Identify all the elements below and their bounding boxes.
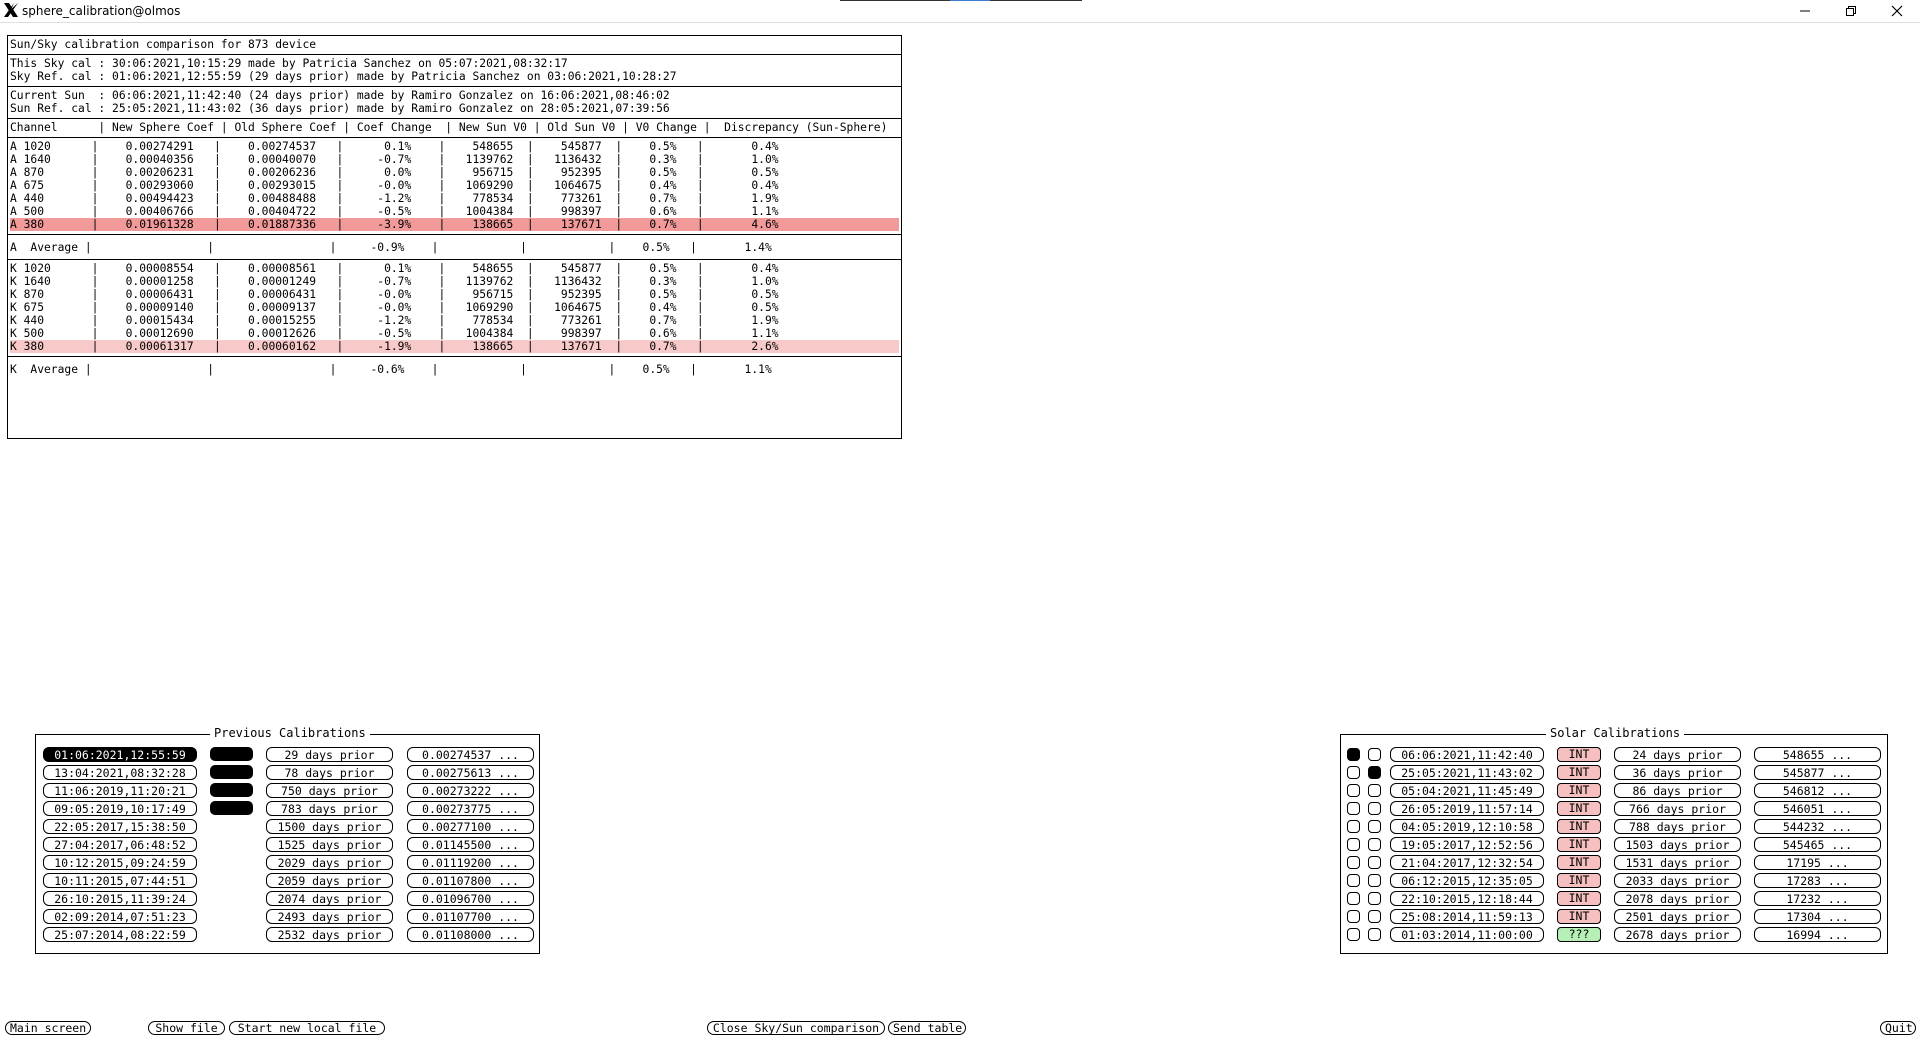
minimize-button[interactable] [1782, 0, 1828, 22]
table-row: K 440 | 0.00015434 | 0.00015255 | -1.2% | 778534 | 773261 | 0.7% | 1.9% [10, 314, 779, 327]
title-decor-mid [950, 0, 990, 1]
current-sun-checkbox[interactable] [1347, 892, 1360, 905]
previous-calibration-coef[interactable]: 0.01145500 ... [407, 837, 534, 852]
current-sun-checkbox[interactable] [1347, 748, 1360, 761]
solar-calibration-v0[interactable]: 545877 ... [1754, 765, 1881, 780]
reference-sun-checkbox[interactable] [1368, 748, 1381, 761]
solar-calibration-prior[interactable]: 788 days prior [1614, 819, 1741, 834]
previous-calibration-coef[interactable]: 0.00273775 ... [407, 801, 534, 816]
sun-info-line: Sun Ref. cal : 25:05:2021,11:43:02 (36 days prior) made by Ramiro Gonzalez on 28:05:2021,07:39:56 [10, 102, 670, 115]
calibration-type-badge[interactable]: INT [1557, 873, 1601, 888]
a-average-section [8, 235, 901, 260]
previous-calibration-prior[interactable]: 2493 days prior [266, 909, 393, 924]
reference-sun-checkbox[interactable] [1368, 820, 1381, 833]
table-row: K 1640 | 0.00001258 | 0.00001249 | -0.7% | 1139762 | 1136432 | 0.3% | 1.0% [10, 275, 779, 288]
previous-calibration-coef[interactable]: 0.01108000 ... [407, 927, 534, 942]
previous-calibrations-panel [35, 726, 540, 954]
solar-calibration-date[interactable]: 01:03:2014,11:00:00 [1390, 927, 1544, 942]
column-header: Channel | New Sphere Coef | Old Sphere Coef | Coef Change | New Sun V0 | Old Sun V0 | V0 Change | Discrepancy (Sun-Sphere) [10, 121, 888, 134]
solar-calibration-date[interactable]: 06:12:2015,12:35:05 [1390, 873, 1544, 888]
previous-calibration-prior[interactable]: 750 days prior [266, 783, 393, 798]
column-header-section [8, 119, 901, 138]
calibration-marker[interactable] [210, 765, 253, 779]
solar-calibration-date[interactable]: 22:10:2015,12:18:44 [1390, 891, 1544, 906]
sun-info-line: Current Sun : 06:06:2021,11:42:40 (24 days prior) made by Ramiro Gonzalez on 16:06:2021,08:46:02 [10, 89, 670, 102]
previous-calibration-coef[interactable]: 0.00273222 ... [407, 783, 534, 798]
reference-sun-checkbox[interactable] [1368, 910, 1381, 923]
close-button[interactable] [1874, 0, 1920, 22]
calibration-type-badge[interactable]: INT [1557, 819, 1601, 834]
calibration-type-badge[interactable]: INT [1557, 801, 1601, 816]
previous-calibration-prior[interactable]: 2074 days prior [266, 891, 393, 906]
previous-calibration-prior[interactable]: 2059 days prior [266, 873, 393, 888]
previous-calibration-date[interactable]: 02:09:2014,07:51:23 [43, 909, 197, 924]
solar-calibration-v0[interactable]: 546051 ... [1754, 801, 1881, 816]
table-row: A 500 | 0.00406766 | 0.00404722 | -0.5% | 1004384 | 998397 | 0.6% | 1.1% [10, 205, 779, 218]
current-sun-checkbox[interactable] [1347, 766, 1360, 779]
solar-calibration-prior[interactable]: 36 days prior [1614, 765, 1741, 780]
quit-button[interactable]: Quit [1880, 1021, 1916, 1035]
current-sun-checkbox[interactable] [1347, 856, 1360, 869]
calibration-type-badge[interactable]: INT [1557, 783, 1601, 798]
k-average-section [8, 357, 901, 381]
previous-calibration-date[interactable]: 26:10:2015,11:39:24 [43, 891, 197, 906]
sky-info-line: Sky Ref. cal : 01:06:2021,12:55:59 (29 days prior) made by Patricia Sanchez on 03:06:2021,10:28:27 [10, 70, 677, 83]
current-sun-checkbox[interactable] [1347, 820, 1360, 833]
solar-calibration-date[interactable]: 05:04:2021,11:45:49 [1390, 783, 1544, 798]
solar-calibration-prior[interactable]: 1503 days prior [1614, 837, 1741, 852]
calibration-type-badge[interactable]: INT [1557, 855, 1601, 870]
send-table-button[interactable]: Send table [888, 1021, 966, 1035]
calibration-marker[interactable] [210, 783, 253, 797]
solar-calibration-v0[interactable]: 17283 ... [1754, 873, 1881, 888]
solar-calibration-v0[interactable]: 16994 ... [1754, 927, 1881, 942]
report-header: Sun/Sky calibration comparison for 873 device [10, 38, 317, 51]
reference-sun-checkbox[interactable] [1368, 784, 1381, 797]
table-row: K 870 | 0.00006431 | 0.00006431 | -0.0% | 956715 | 952395 | 0.5% | 0.5% [10, 288, 779, 301]
current-sun-checkbox[interactable] [1347, 784, 1360, 797]
main-screen-button[interactable]: Main screen [5, 1021, 91, 1035]
sky-info-line: This Sky cal : 30:06:2021,10:15:29 made by Patricia Sanchez on 05:07:2021,08:32:17 [10, 57, 568, 70]
current-sun-checkbox[interactable] [1347, 910, 1360, 923]
reference-sun-checkbox[interactable] [1368, 838, 1381, 851]
previous-calibration-prior[interactable]: 2029 days prior [266, 855, 393, 870]
close-comparison-button[interactable]: Close Sky/Sun comparison [707, 1021, 885, 1035]
close-icon [1891, 5, 1903, 17]
previous-calibration-date[interactable]: 09:05:2019,10:17:49 [43, 801, 197, 816]
x11-logo-icon [3, 2, 19, 18]
calibration-type-badge[interactable]: INT [1557, 909, 1601, 924]
current-sun-checkbox[interactable] [1347, 874, 1360, 887]
a-average-row: A Average | | | -0.9% | | | 0.5% | 1.4% [10, 241, 772, 254]
solar-calibration-v0[interactable]: 17232 ... [1754, 891, 1881, 906]
solar-calibration-v0[interactable]: 545465 ... [1754, 837, 1881, 852]
table-row: A 1020 | 0.00274291 | 0.00274537 | 0.1% | 548655 | 545877 | 0.5% | 0.4% [10, 140, 779, 153]
previous-calibration-coef[interactable]: 0.01107700 ... [407, 909, 534, 924]
table-row-highlighted: K 380 | 0.00061317 | 0.00060162 | -1.9% | 138665 | 137671 | 0.7% | 2.6% [10, 340, 899, 353]
show-file-button[interactable]: Show file [148, 1021, 225, 1035]
calibration-type-badge[interactable]: INT [1557, 765, 1601, 780]
previous-calibration-prior[interactable]: 783 days prior [266, 801, 393, 816]
solar-calibration-prior[interactable]: 2078 days prior [1614, 891, 1741, 906]
previous-calibration-date[interactable]: 13:04:2021,08:32:28 [43, 765, 197, 780]
calibration-type-badge[interactable]: INT [1557, 891, 1601, 906]
previous-calibration-date[interactable]: 01:06:2021,12:55:59 [43, 747, 197, 762]
reference-sun-checkbox[interactable] [1368, 766, 1381, 779]
solar-calibration-date[interactable]: 25:05:2021,11:43:02 [1390, 765, 1544, 780]
start-new-local-file-button[interactable]: Start new local file [229, 1021, 385, 1035]
title-bar [0, 0, 1920, 23]
previous-calibration-date[interactable]: 10:11:2015,07:44:51 [43, 873, 197, 888]
table-row: A 870 | 0.00206231 | 0.00206236 | 0.0% | 956715 | 952395 | 0.5% | 0.5% [10, 166, 779, 179]
reference-sun-checkbox[interactable] [1368, 874, 1381, 887]
previous-calibration-date[interactable]: 11:06:2019,11:20:21 [43, 783, 197, 798]
reference-sun-checkbox[interactable] [1368, 892, 1381, 905]
sky-info-section [8, 55, 901, 87]
previous-calibration-coef[interactable]: 0.00274537 ... [407, 747, 534, 762]
calibration-marker[interactable] [210, 747, 253, 761]
restore-button[interactable] [1828, 0, 1874, 22]
solar-calibrations-title: Solar Calibrations [1546, 726, 1684, 740]
solar-calibration-prior[interactable]: 2033 days prior [1614, 873, 1741, 888]
k-rows-section [8, 260, 901, 357]
solar-calibration-date[interactable]: 25:08:2014,11:59:13 [1390, 909, 1544, 924]
current-sun-checkbox[interactable] [1347, 928, 1360, 941]
sun-info-section [8, 87, 901, 119]
solar-calibration-date[interactable]: 21:04:2017,12:32:54 [1390, 855, 1544, 870]
table-row-highlighted: A 380 | 0.01961328 | 0.01887336 | -3.9% | 138665 | 137671 | 0.7% | 4.6% [10, 218, 899, 231]
reference-sun-checkbox[interactable] [1368, 856, 1381, 869]
solar-calibration-v0[interactable]: 548655 ... [1754, 747, 1881, 762]
report-header-section [8, 36, 901, 55]
table-row: K 1020 | 0.00008554 | 0.00008561 | 0.1% | 548655 | 545877 | 0.5% | 0.4% [10, 262, 779, 275]
solar-calibration-prior[interactable]: 24 days prior [1614, 747, 1741, 762]
reference-sun-checkbox[interactable] [1368, 928, 1381, 941]
current-sun-checkbox[interactable] [1347, 838, 1360, 851]
solar-calibrations-panel [1340, 726, 1888, 954]
minimize-icon [1799, 5, 1811, 17]
previous-calibration-prior[interactable]: 78 days prior [266, 765, 393, 780]
reference-sun-checkbox[interactable] [1368, 802, 1381, 815]
solar-calibration-prior[interactable]: 1531 days prior [1614, 855, 1741, 870]
table-row: A 1640 | 0.00040356 | 0.00040070 | -0.7% | 1139762 | 1136432 | 0.3% | 1.0% [10, 153, 779, 166]
previous-calibration-coef[interactable]: 0.01119200 ... [407, 855, 534, 870]
table-row: K 675 | 0.00009140 | 0.00009137 | -0.0% | 1069290 | 1064675 | 0.4% | 0.5% [10, 301, 779, 314]
restore-icon [1845, 5, 1857, 17]
a-rows-section [8, 138, 901, 235]
previous-calibration-date[interactable]: 25:07:2014,08:22:59 [43, 927, 197, 942]
solar-calibration-prior[interactable]: 86 days prior [1614, 783, 1741, 798]
previous-calibration-coef[interactable]: 0.00277100 ... [407, 819, 534, 834]
title-decor-left [840, 0, 950, 1]
calibration-type-badge[interactable]: INT [1557, 837, 1601, 852]
table-row: A 440 | 0.00494423 | 0.00488488 | -1.2% | 778534 | 773261 | 0.7% | 1.9% [10, 192, 779, 205]
previous-calibration-coef[interactable]: 0.01096700 ... [407, 891, 534, 906]
solar-calibration-date[interactable]: 19:05:2017,12:52:56 [1390, 837, 1544, 852]
calibration-type-badge[interactable]: INT [1557, 747, 1601, 762]
previous-calibrations-title: Previous Calibrations [210, 726, 370, 740]
solar-calibration-prior[interactable]: 2501 days prior [1614, 909, 1741, 924]
solar-calibration-date[interactable]: 06:06:2021,11:42:40 [1390, 747, 1544, 762]
solar-calibration-date[interactable]: 04:05:2019,12:10:58 [1390, 819, 1544, 834]
previous-calibration-prior[interactable]: 1525 days prior [266, 837, 393, 852]
solar-calibration-v0[interactable]: 546812 ... [1754, 783, 1881, 798]
previous-calibration-prior[interactable]: 29 days prior [266, 747, 393, 762]
solar-calibration-prior[interactable]: 2678 days prior [1614, 927, 1741, 942]
calibration-type-badge[interactable]: ??? [1557, 927, 1601, 942]
previous-calibration-coef[interactable]: 0.01107800 ... [407, 873, 534, 888]
table-row: K 500 | 0.00012690 | 0.00012626 | -0.5% | 1004384 | 998397 | 0.6% | 1.1% [10, 327, 779, 340]
previous-calibration-prior[interactable]: 2532 days prior [266, 927, 393, 942]
table-row: A 675 | 0.00293060 | 0.00293015 | -0.0% | 1069290 | 1064675 | 0.4% | 0.4% [10, 179, 779, 192]
solar-calibration-v0[interactable]: 17304 ... [1754, 909, 1881, 924]
calibration-marker[interactable] [210, 801, 253, 815]
current-sun-checkbox[interactable] [1347, 802, 1360, 815]
title-decor-right [990, 0, 1082, 1]
solar-calibration-prior[interactable]: 766 days prior [1614, 801, 1741, 816]
solar-calibration-v0[interactable]: 544232 ... [1754, 819, 1881, 834]
previous-calibration-date[interactable]: 10:12:2015,09:24:59 [43, 855, 197, 870]
previous-calibration-prior[interactable]: 1500 days prior [266, 819, 393, 834]
solar-calibration-v0[interactable]: 17195 ... [1754, 855, 1881, 870]
previous-calibration-coef[interactable]: 0.00275613 ... [407, 765, 534, 780]
solar-calibration-date[interactable]: 26:05:2019,11:57:14 [1390, 801, 1544, 816]
comparison-report [7, 35, 902, 439]
previous-calibration-date[interactable]: 27:04:2017,06:48:52 [43, 837, 197, 852]
window-title: sphere_calibration@olmos [22, 4, 181, 18]
k-average-row: K Average | | | -0.6% | | | 0.5% | 1.1% [10, 363, 772, 376]
previous-calibration-date[interactable]: 22:05:2017,15:38:50 [43, 819, 197, 834]
